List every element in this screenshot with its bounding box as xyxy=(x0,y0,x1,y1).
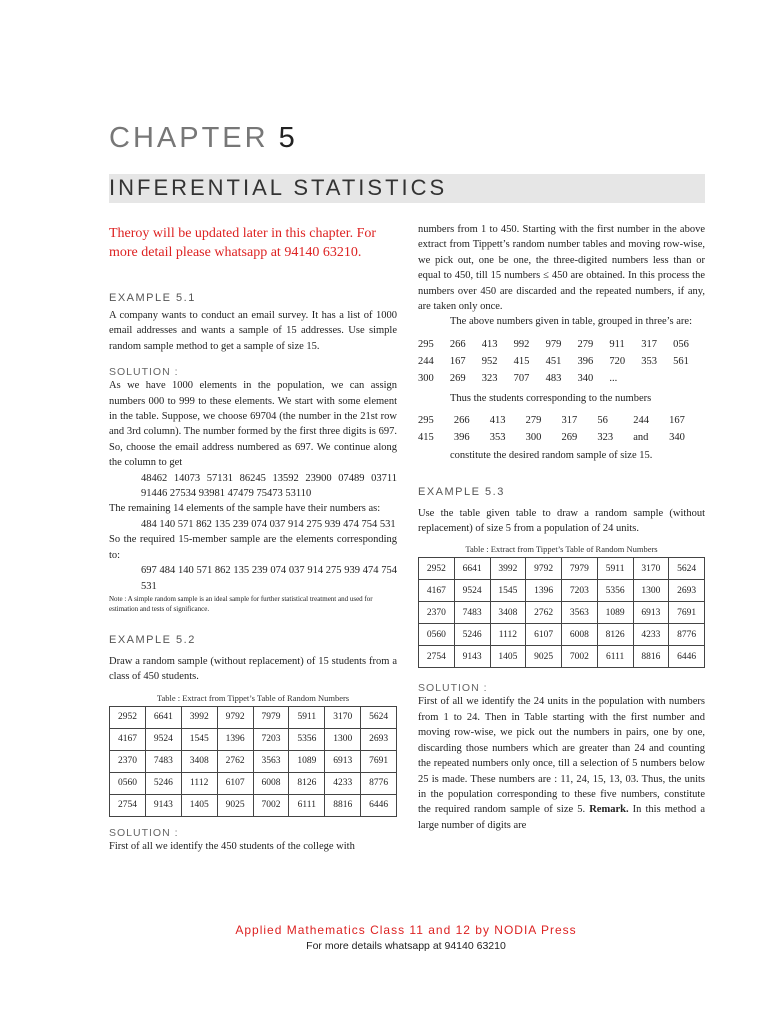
table-cell: 7483 xyxy=(145,750,181,772)
table-row xyxy=(419,646,705,668)
number-item: 483 xyxy=(545,372,562,384)
example-5-2-text: Draw a random sample (without replacement) of 15 students from a class of 450 students. xyxy=(109,655,397,683)
table-cell: 3992 xyxy=(490,558,526,580)
number-item: 323 xyxy=(597,432,614,444)
table-cell: 5246 xyxy=(145,772,181,794)
table-cell: 5356 xyxy=(289,728,325,750)
table-cell: 6107 xyxy=(526,624,562,646)
table-cell: 9524 xyxy=(145,728,181,750)
number-item: 300 xyxy=(418,372,434,384)
number-item: 056 xyxy=(673,338,689,350)
solution-5-1-sequence-3: 697 484 140 571 862 135 239 074 037 914 275 939 474 754 531 xyxy=(141,565,397,592)
table-cell: 7002 xyxy=(562,646,598,668)
number-item: 396 xyxy=(577,355,594,367)
table-cell: 2952 xyxy=(110,706,146,728)
table-cell: 3563 xyxy=(253,750,289,772)
example-5-1-text: A company wants to conduct an email survey. It has a list of 1000 email addresses and wants a sample of 15 addresses. Use simple random sample method to get a sample of size 15. xyxy=(109,310,397,352)
table-row xyxy=(110,728,397,750)
number-item: 244 xyxy=(633,415,649,427)
solution-5-2-continued: numbers from 1 to 450. Starting with the first number in the above extract from Tippett’s random number tables and moving row-wise, we pick out, one be one, the three-digited numbers less than or equal to 450, till 15 numbers ≤ 450 are obtained. In this process the numbers over 450 are discarded and the repeated numbers, if any, are taken only once. xyxy=(418,224,705,313)
number-item: 317 xyxy=(561,415,578,427)
solution-5-1-para-3: So the required 15-member sample are the elements corresponding to: xyxy=(109,534,397,561)
number-item: 279 xyxy=(525,415,542,427)
table-cell: 6008 xyxy=(562,624,598,646)
random-numbers-table xyxy=(418,557,705,668)
number-item: 720 xyxy=(609,355,626,367)
table-cell: 0560 xyxy=(110,772,146,794)
table-cell: 1396 xyxy=(526,580,562,602)
number-row xyxy=(418,412,705,429)
table-cell: 1089 xyxy=(289,750,325,772)
table-cell: 5624 xyxy=(361,706,397,728)
table-cell: 3408 xyxy=(181,750,217,772)
solution-5-2-text: First of all we identify the 450 students of the college with xyxy=(109,840,355,852)
table-cell: 7979 xyxy=(253,706,289,728)
solution-5-1-para-2: The remaining 14 elements of the sample have their numbers as: xyxy=(109,503,381,515)
number-item: 167 xyxy=(449,355,466,367)
number-item: 992 xyxy=(513,338,530,350)
number-item xyxy=(673,370,705,387)
table-cell: 6913 xyxy=(325,750,361,772)
table-cell: 3408 xyxy=(490,602,526,624)
table-cell: 9143 xyxy=(454,646,490,668)
table-cell: 1300 xyxy=(325,728,361,750)
table-cell: 5911 xyxy=(289,706,325,728)
table-cell: 2762 xyxy=(217,750,253,772)
number-item: 451 xyxy=(545,355,562,367)
number-row xyxy=(418,370,705,387)
table-cell: 6446 xyxy=(669,646,705,668)
number-item: 340 xyxy=(669,432,685,444)
table-cell: 4233 xyxy=(325,772,361,794)
number-item: 396 xyxy=(453,432,470,444)
number-item: 279 xyxy=(577,338,594,350)
table-cell: 9792 xyxy=(217,706,253,728)
table-row xyxy=(110,706,397,728)
right-column xyxy=(418,222,705,833)
table-row xyxy=(110,794,397,816)
table-cell: 2754 xyxy=(419,646,455,668)
remark-label: Remark. xyxy=(589,804,629,816)
table-cell: 7691 xyxy=(669,602,705,624)
table-cell: 6107 xyxy=(217,772,253,794)
footer-publisher: Applied Mathematics Class 11 and 12 by NODIA Press xyxy=(235,923,577,937)
number-item: 244 xyxy=(418,355,434,367)
table-cell: 1545 xyxy=(181,728,217,750)
table-cell: 1545 xyxy=(490,580,526,602)
table-cell: 6111 xyxy=(289,794,325,816)
table-cell: 0560 xyxy=(419,624,455,646)
table-cell: 6641 xyxy=(145,706,181,728)
solution-5-1-para: As we have 1000 elements in the population, we can assign numbers 000 to 999 to these elements. We start with some element in the table. Suppose, we choose 69704 (the number in the 21st row and 3rd column). The number formed by the first three digits is 697. So, choose the email address numbered as 697. We continue along the column to get xyxy=(109,380,397,469)
number-item: 979 xyxy=(545,338,562,350)
example-5-1-heading: EXAMPLE 5.1 xyxy=(109,292,196,304)
chapter-number: 5 xyxy=(278,122,295,154)
table-cell: 5246 xyxy=(454,624,490,646)
solution-5-3-heading: SOLUTION : xyxy=(418,682,488,695)
table-row xyxy=(419,558,705,580)
table-cell: 5356 xyxy=(597,580,633,602)
table-cell: 1112 xyxy=(181,772,217,794)
number-item: 269 xyxy=(449,372,466,384)
table-cell: 3563 xyxy=(562,602,598,624)
number-item: 167 xyxy=(669,415,685,427)
table-cell: 8776 xyxy=(669,624,705,646)
table-cell: 5624 xyxy=(669,558,705,580)
example-5-2-heading: EXAMPLE 5.2 xyxy=(109,633,196,646)
table-row xyxy=(110,772,397,794)
number-item: 300 xyxy=(525,432,542,444)
solution-5-1-heading: SOLUTION : xyxy=(109,366,179,379)
table-cell: 6008 xyxy=(253,772,289,794)
number-item xyxy=(641,370,673,387)
footer-contact: For more details whatsapp at 94140 63210 xyxy=(306,940,506,952)
example-5-3-heading: EXAMPLE 5.3 xyxy=(418,485,505,498)
table-cell: 1405 xyxy=(490,646,526,668)
sample-conclusion: constitute the desired random sample of size 15. xyxy=(450,450,653,462)
note-text: Note : A simple random sample is an ideal sample for further statistical treatment and used for estimation and tests of significance. xyxy=(109,594,373,613)
table-cell: 5911 xyxy=(597,558,633,580)
table-cell: 6641 xyxy=(454,558,490,580)
table-cell: 7002 xyxy=(253,794,289,816)
table-cell: 4233 xyxy=(633,624,669,646)
number-item: 266 xyxy=(449,338,466,350)
table-row xyxy=(110,750,397,772)
selection-intro: Thus the students corresponding to the numbers xyxy=(450,392,652,404)
number-item: 295 xyxy=(418,338,434,350)
table-caption: Table : Extract from Tippet’s Table of Random Numbers xyxy=(465,544,658,555)
solution-5-3-text xyxy=(418,694,705,833)
table-cell: 1112 xyxy=(490,624,526,646)
number-row xyxy=(418,353,705,370)
number-item: 266 xyxy=(453,415,470,427)
table-cell: 8816 xyxy=(325,794,361,816)
table-cell: 9025 xyxy=(526,646,562,668)
table-cell: 6446 xyxy=(361,794,397,816)
table-cell: 1396 xyxy=(217,728,253,750)
table-row xyxy=(419,624,705,646)
number-item: 415 xyxy=(513,355,530,367)
table-cell: 7203 xyxy=(562,580,598,602)
intro-notice: Theroy will be updated later in this chapter. For more detail please whatsapp at 94140 63210. xyxy=(109,226,377,260)
grouping-intro: The above numbers given in table, grouped in three’s are: xyxy=(450,316,693,328)
table-cell: 4167 xyxy=(419,580,455,602)
number-item: 415 xyxy=(418,432,434,444)
table-cell: 3170 xyxy=(325,706,361,728)
table-cell: 2693 xyxy=(669,580,705,602)
number-item: and xyxy=(633,432,649,444)
chapter-heading xyxy=(109,122,295,155)
number-item: 952 xyxy=(481,355,498,367)
table-cell: 7483 xyxy=(454,602,490,624)
number-item: 317 xyxy=(641,338,657,350)
solution-5-2-heading: SOLUTION : xyxy=(109,826,179,839)
number-item: 561 xyxy=(673,355,689,367)
grouped-numbers xyxy=(418,336,705,387)
table-cell: 8126 xyxy=(289,772,325,794)
number-item: 323 xyxy=(481,372,498,384)
table-caption: Table : Extract from Tippet’s Table of Random Numbers xyxy=(156,692,350,703)
random-numbers-table xyxy=(109,706,397,817)
number-item: 413 xyxy=(481,338,498,350)
table-cell: 9792 xyxy=(526,558,562,580)
table-cell: 6913 xyxy=(633,602,669,624)
table-cell: 2952 xyxy=(419,558,455,580)
table-cell: 2762 xyxy=(526,602,562,624)
table-row xyxy=(419,602,705,624)
chapter-title: INFERENTIAL STATISTICS xyxy=(109,175,448,200)
table-cell: 2370 xyxy=(110,750,146,772)
solution-5-3-body: First of all we identify the 24 units in the population with numbers from 1 to 24. Then in Table starting with the first number and moving row-wise, we pick out the numbers in pairs, one by one, discarding those numbers which are greater than 24 and counting the repeated numbers only once, till a selection of 5 numbers below 25 is made. These numbers are : 11, 24, 15, 13, 03. Thus, the units in the population corresponding to these five numbers, constitute the required random sample of size 5. xyxy=(418,696,705,816)
table-cell: 7979 xyxy=(562,558,598,580)
number-item: 353 xyxy=(641,355,657,367)
number-item: 707 xyxy=(513,372,530,384)
remark-text: In this method a large number of digits are xyxy=(418,804,706,831)
example-5-3-text: Use the table given table to draw a random sample (without replacement) of size 5 from a population of 24 units. xyxy=(418,507,705,535)
number-item: ... xyxy=(609,372,618,384)
number-item: 353 xyxy=(489,432,506,444)
number-item: 56 xyxy=(597,415,608,427)
table-cell: 1300 xyxy=(633,580,669,602)
table-cell: 7203 xyxy=(253,728,289,750)
table-cell: 1405 xyxy=(181,794,217,816)
number-row xyxy=(418,336,705,353)
number-item: 269 xyxy=(561,432,578,444)
table-cell: 8126 xyxy=(597,624,633,646)
table-cell: 2693 xyxy=(361,728,397,750)
number-row xyxy=(418,429,705,446)
number-item: 911 xyxy=(609,338,625,350)
table-cell: 1089 xyxy=(597,602,633,624)
left-column xyxy=(109,222,397,854)
table-cell: 4167 xyxy=(110,728,146,750)
number-item: 413 xyxy=(489,415,506,427)
table-row xyxy=(419,580,705,602)
selected-numbers xyxy=(418,412,705,446)
table-cell: 8776 xyxy=(361,772,397,794)
table-cell: 8816 xyxy=(633,646,669,668)
table-cell: 7691 xyxy=(361,750,397,772)
solution-5-1-sequence-2: 484 140 571 862 135 239 074 037 914 275 939 474 754 531 xyxy=(141,518,396,530)
table-cell: 6111 xyxy=(597,646,633,668)
table-cell: 9143 xyxy=(145,794,181,816)
table-cell: 9524 xyxy=(454,580,490,602)
number-item: 340 xyxy=(577,372,594,384)
table-cell: 3992 xyxy=(181,706,217,728)
chapter-word: CHAPTER xyxy=(109,122,269,154)
table-cell: 3170 xyxy=(633,558,669,580)
table-cell: 2370 xyxy=(419,602,455,624)
number-item: 295 xyxy=(418,415,434,427)
solution-5-1-sequence: 48462 14073 57131 86245 13592 23900 07489 03711 91446 27534 93981 47479 75473 53110 xyxy=(141,472,397,500)
table-cell: 2754 xyxy=(110,794,146,816)
table-cell: 9025 xyxy=(217,794,253,816)
